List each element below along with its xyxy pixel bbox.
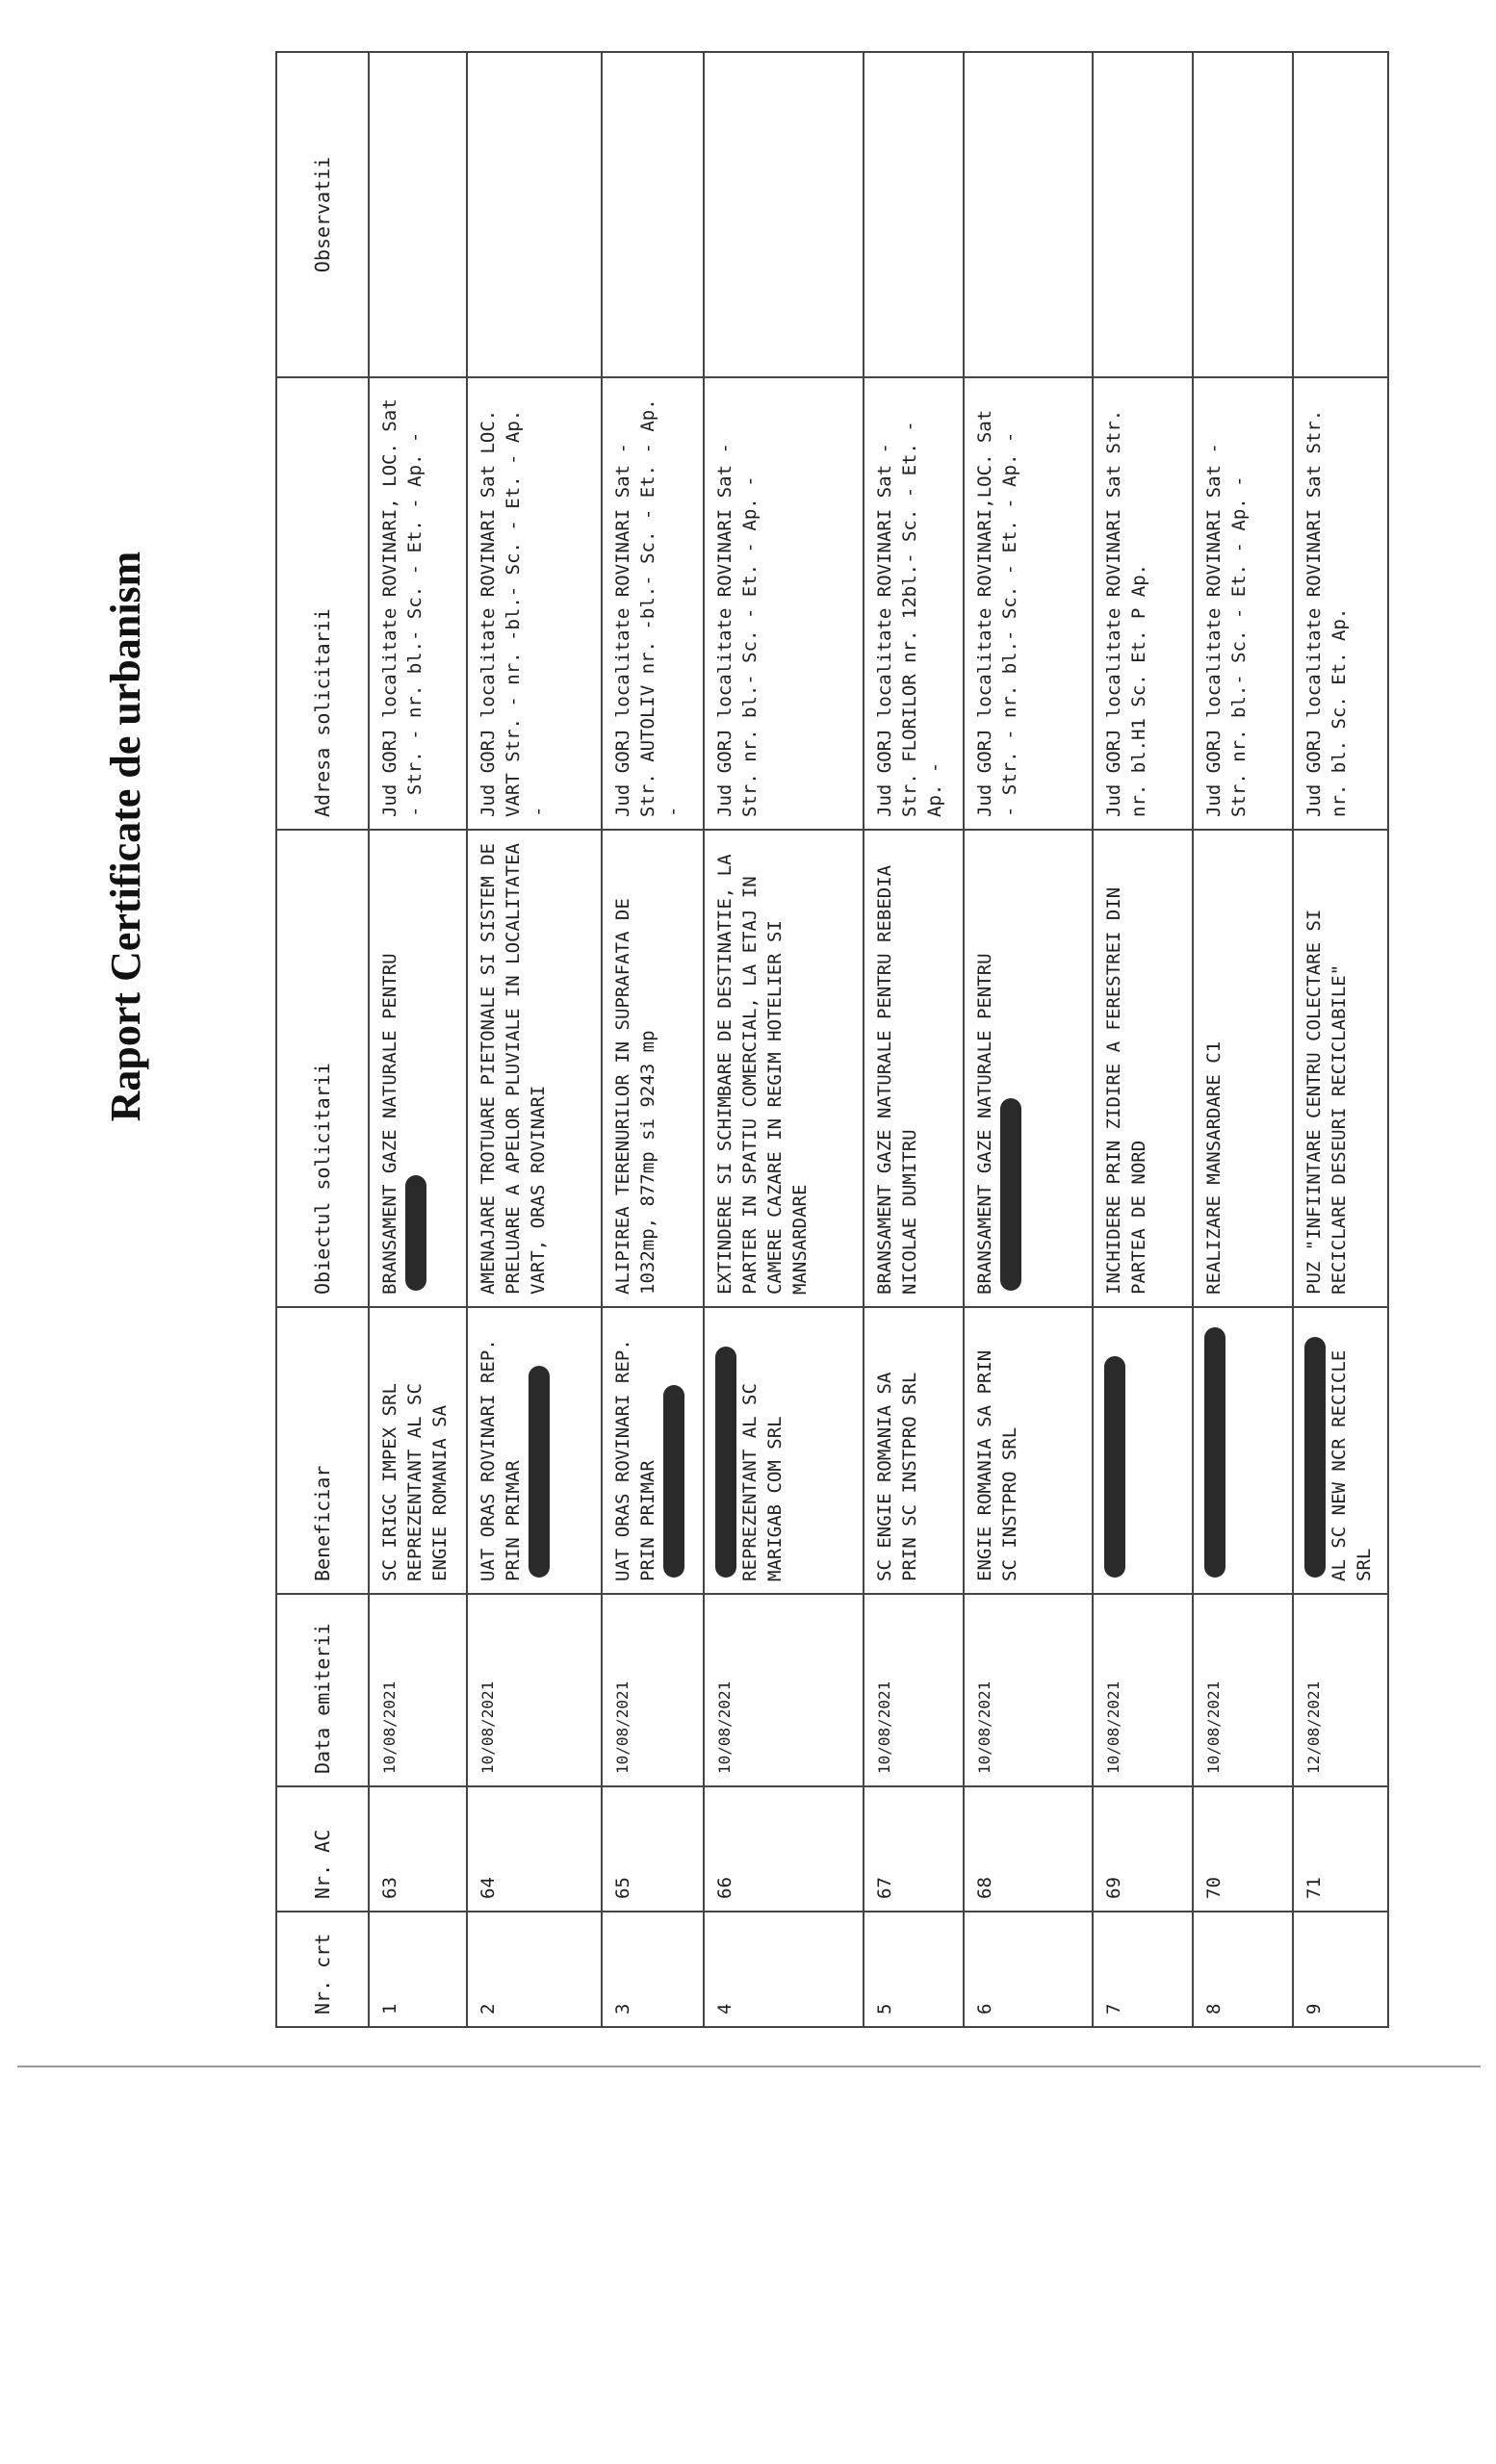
certificates-table-container [275, 53, 1387, 2028]
cell-beneficiar [602, 1307, 704, 1594]
table-row [1093, 52, 1193, 2027]
redaction-mark [715, 1347, 736, 1578]
beneficiar-text: UAT ORAS ROVINARI REP. PRIN PRIMAR [477, 1339, 524, 1581]
header-observatii: Observatii [276, 52, 369, 377]
cell-nr: 7 [1093, 1912, 1193, 2027]
cell-date: 12/08/2021 [1293, 1594, 1388, 1786]
table-header-row [276, 52, 369, 2027]
cell-observatii [704, 52, 864, 377]
cell-observatii [1193, 52, 1293, 377]
cell-nr: 4 [704, 1912, 864, 2027]
header-nr-crt: Nr. crt [276, 1912, 369, 2027]
redaction-mark [1304, 1337, 1326, 1578]
cell-obiect [964, 830, 1093, 1307]
cell-nr: 5 [864, 1912, 964, 2027]
table-row [369, 52, 467, 2027]
cell-beneficiar: ENGIE ROMANIA SA PRIN SC INSTPRO SRL [964, 1307, 1093, 1594]
cell-date: 10/08/2021 [704, 1594, 864, 1786]
redaction-mark [405, 1175, 426, 1291]
cell-adresa: Jud GORJ localitate ROVINARI Sat - Str. nr. bl.- Sc. - Et. - Ap. - [1193, 377, 1293, 830]
obiect-text: BRANSAMENT GAZE NATURALE PENTRU [379, 953, 400, 1295]
cell-nr: 9 [1293, 1912, 1388, 2027]
cell-date: 10/08/2021 [369, 1594, 467, 1786]
cell-nr: 3 [602, 1912, 704, 2027]
beneficiar-text: AL SC NEW NCR RECICLE SRL [1328, 1349, 1375, 1581]
cell-obiect: INCHIDERE PRIN ZIDIRE A FERESTREI DIN PARTEA DE NORD [1093, 830, 1193, 1307]
cell-date: 10/08/2021 [602, 1594, 704, 1786]
cell-obiect: BRANSAMENT GAZE NATURALE PENTRU REBEDIA NICOLAE DUMITRU [864, 830, 964, 1307]
cell-nr: 1 [369, 1912, 467, 2027]
redaction-mark [663, 1385, 684, 1578]
cell-nr: 2 [467, 1912, 602, 2027]
header-adresa: Adresa solicitarii [276, 377, 369, 830]
cell-observatii [1093, 52, 1193, 377]
cell-adresa: Jud GORJ localitate ROVINARI, LOC. Sat - Str. - nr. bl.- Sc. - Et. - Ap. - [369, 377, 467, 830]
cell-beneficiar [1193, 1307, 1293, 1594]
cell-adresa: Jud GORJ localitate ROVINARI Sat LOC. VART Str. - nr. -bl.- Sc. - Et. - Ap. - [467, 377, 602, 830]
cell-beneficiar [704, 1307, 864, 1594]
cell-adresa: Jud GORJ localitate ROVINARI Sat Str. nr. bl.H1 Sc. Et. P Ap. [1093, 377, 1193, 830]
beneficiar-text: REPREZENTANT AL SC MARIGAB COM SRL [739, 1383, 786, 1581]
header-data-emiterii: Data emiterii [276, 1594, 369, 1786]
cell-ac: 67 [864, 1786, 964, 1912]
table-row [467, 52, 602, 2027]
cell-adresa: Jud GORJ localitate ROVINARI Sat - Str. nr. bl.- Sc. - Et. - Ap. - [704, 377, 864, 830]
cell-obiect: EXTINDERE SI SCHIMBARE DE DESTINATIE, LA PARTER IN SPATIU COMERCIAL, LA ETAJ IN CAMERE CAZARE IN REGIM HOTELIER SI MANSARDARE [704, 830, 864, 1307]
header-beneficiar: Beneficiar [276, 1307, 369, 1594]
redaction-mark [1000, 1098, 1021, 1291]
cell-date: 10/08/2021 [864, 1594, 964, 1786]
cell-ac: 64 [467, 1786, 602, 1912]
cell-beneficiar: SC IRIGC IMPEX SRL REPREZENTANT AL SC ENGIE ROMANIA SA [369, 1307, 467, 1594]
certificates-table [275, 51, 1389, 2028]
cell-obiect: PUZ "INFIINTARE CENTRU COLECTARE SI RECICLARE DESEURI RECICLABILE" [1293, 830, 1388, 1307]
cell-observatii [964, 52, 1093, 377]
redaction-mark [1204, 1327, 1225, 1578]
cell-observatii [602, 52, 704, 377]
table-row [602, 52, 704, 2027]
cell-adresa: Jud GORJ localitate ROVINARI Sat - Str. FLORILOR nr. 12bl.- Sc. - Et. - Ap. - [864, 377, 964, 830]
cell-beneficiar [1293, 1307, 1388, 1594]
cell-obiect [369, 830, 467, 1307]
header-nr-ac: Nr. AC [276, 1786, 369, 1912]
redaction-mark [1104, 1356, 1125, 1578]
header-obiectul: Obiectul solicitarii [276, 830, 369, 1307]
cell-nr: 6 [964, 1912, 1093, 2027]
cell-ac: 63 [369, 1786, 467, 1912]
cell-adresa: Jud GORJ localitate ROVINARI Sat Str. nr. bl. Sc. Et. Ap. [1293, 377, 1388, 830]
cell-date: 10/08/2021 [1093, 1594, 1193, 1786]
table-row [1293, 52, 1388, 2027]
table-row [864, 52, 964, 2027]
cell-ac: 69 [1093, 1786, 1193, 1912]
cell-ac: 66 [704, 1786, 864, 1912]
cell-adresa: Jud GORJ localitate ROVINARI Sat - Str. AUTOLIV nr. -bl.- Sc. - Et. - Ap. - [602, 377, 704, 830]
cell-observatii [864, 52, 964, 377]
cell-ac: 71 [1293, 1786, 1388, 1912]
cell-beneficiar [467, 1307, 602, 1594]
table-row [964, 52, 1093, 2027]
page-fold-line [17, 2066, 1481, 2067]
cell-ac: 68 [964, 1786, 1093, 1912]
beneficiar-text: UAT ORAS ROVINARI REP. PRIN PRIMAR [612, 1339, 658, 1581]
cell-beneficiar: SC ENGIE ROMANIA SA PRIN SC INSTPRO SRL [864, 1307, 964, 1594]
table-row [704, 52, 864, 2027]
cell-obiect: REALIZARE MANSARDARE C1 [1193, 830, 1293, 1307]
cell-date: 10/08/2021 [467, 1594, 602, 1786]
cell-date: 10/08/2021 [1193, 1594, 1293, 1786]
cell-observatii [369, 52, 467, 377]
cell-adresa: Jud GORJ localitate ROVINARI,LOC. Sat - Str. - nr. bl.- Sc. - Et. - Ap. - [964, 377, 1093, 830]
cell-ac: 70 [1193, 1786, 1293, 1912]
page-title: Raport Certificate de urbanism [102, 551, 149, 1122]
cell-observatii [1293, 52, 1388, 377]
cell-obiect: ALIPIREA TERENURILOR IN SUPRAFATA DE 1032mp, 877mp si 9243 mp [602, 830, 704, 1307]
table-row [1193, 52, 1293, 2027]
cell-date: 10/08/2021 [964, 1594, 1093, 1786]
cell-beneficiar [1093, 1307, 1193, 1594]
cell-obiect: AMENAJARE TROTUARE PIETONALE SI SISTEM DE PRELUARE A APELOR PLUVIALE IN LOCALITATEA VART, ORAS ROVINARI [467, 830, 602, 1307]
obiect-text: BRANSAMENT GAZE NATURALE PENTRU [974, 953, 995, 1295]
cell-nr: 8 [1193, 1912, 1293, 2027]
redaction-mark [529, 1366, 550, 1578]
cell-ac: 65 [602, 1786, 704, 1912]
cell-observatii [467, 52, 602, 377]
